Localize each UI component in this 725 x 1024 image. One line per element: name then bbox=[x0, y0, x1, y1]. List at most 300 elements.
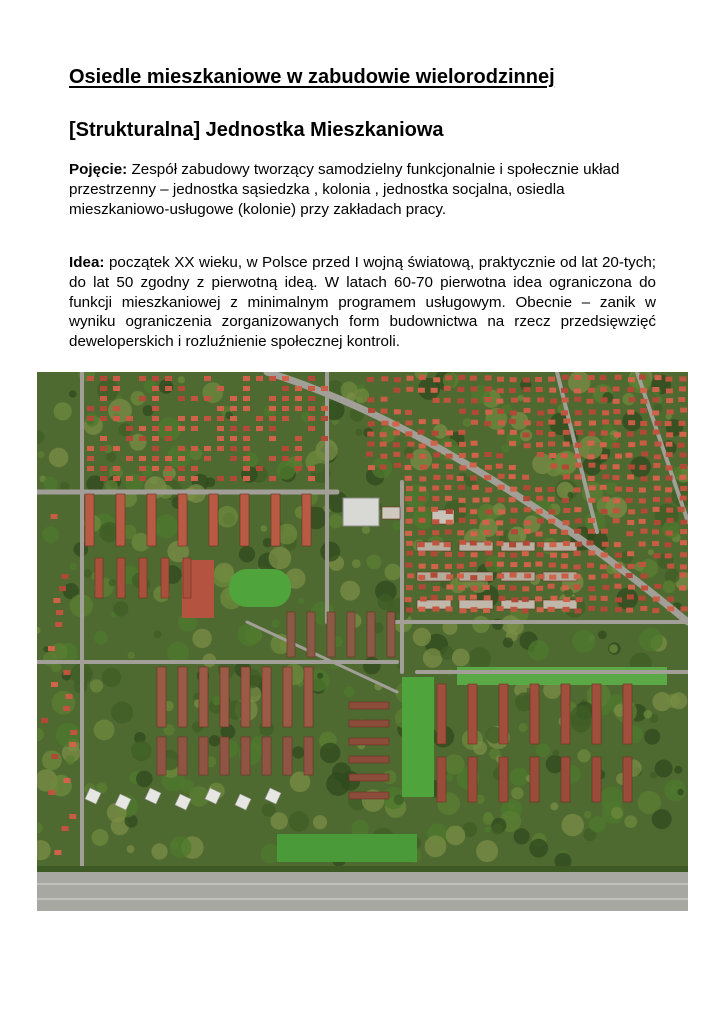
house-roof bbox=[139, 376, 146, 381]
tree-canopy bbox=[503, 637, 513, 647]
house-roof bbox=[613, 464, 620, 469]
house-roof bbox=[431, 564, 438, 569]
house-roof bbox=[446, 585, 453, 590]
house-roof bbox=[113, 406, 120, 411]
apartment-block bbox=[183, 558, 191, 598]
house-roof bbox=[367, 397, 374, 402]
house-roof bbox=[524, 520, 531, 525]
house-roof bbox=[483, 497, 490, 502]
house-roof bbox=[217, 436, 224, 441]
apartment-block bbox=[220, 667, 229, 727]
house-roof bbox=[165, 436, 172, 441]
apartment-block bbox=[271, 494, 280, 546]
house-roof bbox=[472, 485, 479, 490]
house-roof bbox=[230, 446, 237, 451]
house-roof bbox=[509, 474, 516, 479]
house-roof bbox=[614, 573, 621, 578]
house-roof bbox=[588, 606, 595, 611]
house-roof bbox=[535, 562, 542, 567]
house-roof bbox=[588, 454, 595, 459]
house-roof bbox=[654, 520, 661, 525]
house-roof bbox=[522, 608, 529, 613]
house-roof bbox=[678, 507, 685, 512]
house-roof bbox=[51, 514, 58, 519]
house-roof bbox=[613, 387, 620, 392]
house-roof bbox=[524, 420, 531, 425]
tree-canopy bbox=[66, 755, 76, 765]
house-roof bbox=[178, 446, 185, 451]
house-roof bbox=[548, 519, 555, 524]
tree-canopy bbox=[154, 630, 162, 638]
tree-canopy bbox=[178, 376, 185, 383]
house-roof bbox=[678, 397, 685, 402]
house-roof bbox=[457, 564, 464, 569]
house-roof bbox=[666, 508, 673, 513]
house-roof bbox=[628, 564, 635, 569]
house-roof bbox=[523, 541, 530, 546]
house-roof bbox=[243, 426, 250, 431]
house-roof bbox=[575, 518, 582, 523]
tree-canopy bbox=[92, 829, 109, 846]
house-roof bbox=[418, 388, 425, 393]
house-roof bbox=[588, 388, 595, 393]
house-roof bbox=[446, 520, 453, 525]
house-roof bbox=[458, 430, 465, 435]
house-roof bbox=[433, 398, 440, 403]
tree-canopy bbox=[355, 429, 362, 436]
house-roof bbox=[509, 497, 516, 502]
apartment-block bbox=[147, 494, 156, 546]
house-roof bbox=[680, 408, 687, 413]
house-roof bbox=[431, 595, 438, 600]
house-roof bbox=[445, 530, 452, 535]
house-roof bbox=[600, 485, 607, 490]
house-roof bbox=[537, 411, 544, 416]
house-roof bbox=[113, 446, 120, 451]
house-roof bbox=[654, 584, 661, 589]
house-roof bbox=[626, 453, 633, 458]
apartment-block bbox=[262, 737, 271, 775]
house-roof bbox=[432, 541, 439, 546]
house-roof bbox=[614, 432, 621, 437]
house-roof bbox=[165, 476, 172, 481]
house-roof bbox=[680, 520, 687, 525]
house-roof bbox=[523, 496, 530, 501]
house-roof bbox=[321, 406, 328, 411]
house-roof bbox=[613, 399, 620, 404]
house-roof bbox=[510, 607, 517, 612]
house-roof bbox=[641, 574, 648, 579]
house-roof bbox=[459, 442, 466, 447]
tree-canopy bbox=[239, 546, 255, 562]
house-roof bbox=[655, 421, 662, 426]
house-roof bbox=[588, 463, 595, 468]
apartment-block bbox=[367, 612, 375, 657]
house-roof bbox=[418, 607, 425, 612]
house-roof bbox=[485, 465, 492, 470]
tree-canopy bbox=[49, 448, 69, 468]
house-roof bbox=[628, 465, 635, 470]
house-roof bbox=[510, 519, 517, 524]
house-roof bbox=[87, 446, 94, 451]
house-roof bbox=[496, 464, 503, 469]
house-roof bbox=[418, 530, 425, 535]
house-roof bbox=[484, 475, 491, 480]
house-roof bbox=[126, 416, 133, 421]
house-roof bbox=[472, 453, 479, 458]
tree-canopy bbox=[111, 702, 133, 724]
house-roof bbox=[615, 607, 622, 612]
house-roof bbox=[640, 441, 647, 446]
house-roof bbox=[640, 430, 647, 435]
house-roof bbox=[308, 386, 315, 391]
house-roof bbox=[626, 531, 633, 536]
apartment-block bbox=[178, 737, 187, 775]
house-roof bbox=[51, 682, 58, 687]
house-roof bbox=[588, 529, 595, 534]
house-roof bbox=[639, 596, 646, 601]
tree-canopy bbox=[518, 395, 524, 401]
house-roof bbox=[497, 562, 504, 567]
tree-canopy bbox=[510, 768, 529, 787]
apartment-block bbox=[349, 756, 389, 763]
house-roof bbox=[680, 564, 687, 569]
house-roof bbox=[602, 542, 609, 547]
house-roof bbox=[628, 442, 635, 447]
house-roof bbox=[256, 426, 263, 431]
lawn-area bbox=[277, 834, 417, 862]
house-roof bbox=[321, 436, 328, 441]
house-roof bbox=[535, 377, 542, 382]
house-roof bbox=[562, 375, 569, 380]
house-roof bbox=[62, 826, 69, 831]
apartment-block bbox=[139, 558, 147, 598]
house-roof bbox=[418, 430, 425, 435]
concept-label: Pojęcie: bbox=[69, 161, 128, 178]
house-roof bbox=[640, 388, 647, 393]
house-roof bbox=[230, 396, 237, 401]
tree-canopy bbox=[151, 843, 167, 859]
house-roof bbox=[470, 595, 477, 600]
tree-canopy bbox=[109, 579, 116, 586]
tree-canopy bbox=[528, 640, 549, 661]
house-roof bbox=[471, 420, 478, 425]
house-roof bbox=[243, 476, 250, 481]
house-roof bbox=[537, 542, 544, 547]
house-roof bbox=[665, 542, 672, 547]
house-roof bbox=[139, 476, 146, 481]
tree-canopy bbox=[362, 526, 370, 534]
tree-canopy bbox=[90, 679, 103, 692]
tree-canopy bbox=[143, 405, 154, 416]
house-roof bbox=[485, 397, 492, 402]
house-roof bbox=[470, 376, 477, 381]
house-roof bbox=[574, 454, 581, 459]
house-roof bbox=[548, 607, 555, 612]
house-roof bbox=[602, 420, 609, 425]
house-roof bbox=[126, 436, 133, 441]
house-roof bbox=[407, 376, 414, 381]
house-roof bbox=[627, 387, 634, 392]
apartment-block bbox=[347, 612, 355, 657]
house-roof bbox=[282, 376, 289, 381]
house-roof bbox=[549, 575, 556, 580]
house-roof bbox=[87, 456, 94, 461]
tree-canopy bbox=[320, 542, 340, 562]
house-roof bbox=[524, 507, 531, 512]
house-roof bbox=[679, 475, 686, 480]
lawn-area bbox=[457, 667, 667, 685]
house-roof bbox=[484, 530, 491, 535]
house-roof bbox=[380, 454, 387, 459]
house-roof bbox=[679, 573, 686, 578]
house-roof bbox=[523, 378, 530, 383]
house-roof bbox=[484, 595, 491, 600]
house-roof bbox=[485, 562, 492, 567]
house-roof bbox=[562, 398, 569, 403]
house-roof bbox=[295, 436, 302, 441]
house-roof bbox=[601, 509, 608, 514]
lawn-area bbox=[402, 677, 434, 797]
house-roof bbox=[575, 443, 582, 448]
house-roof bbox=[601, 553, 608, 558]
house-roof bbox=[498, 509, 505, 514]
house-roof bbox=[587, 399, 594, 404]
house-roof bbox=[666, 452, 673, 457]
house-roof bbox=[600, 442, 607, 447]
apartment-block bbox=[501, 542, 535, 551]
house-roof bbox=[459, 508, 466, 513]
house-roof bbox=[178, 466, 185, 471]
house-roof bbox=[152, 446, 159, 451]
house-roof bbox=[100, 396, 107, 401]
house-roof bbox=[563, 442, 570, 447]
house-roof bbox=[575, 475, 582, 480]
house-roof bbox=[667, 564, 674, 569]
house-roof bbox=[550, 464, 557, 469]
house-roof bbox=[524, 443, 531, 448]
house-roof bbox=[536, 532, 543, 537]
house-roof bbox=[269, 476, 276, 481]
tree-canopy bbox=[367, 555, 382, 570]
house-roof bbox=[433, 452, 440, 457]
apartment-block bbox=[623, 757, 632, 802]
house-roof bbox=[406, 453, 413, 458]
house-roof bbox=[679, 586, 686, 591]
house-roof bbox=[561, 410, 568, 415]
house-roof bbox=[87, 416, 94, 421]
house-roof bbox=[613, 409, 620, 414]
tree-canopy bbox=[584, 811, 592, 819]
house-roof bbox=[295, 406, 302, 411]
house-roof bbox=[601, 397, 608, 402]
house-roof bbox=[446, 464, 453, 469]
tree-canopy bbox=[128, 652, 135, 659]
house-roof bbox=[139, 426, 146, 431]
house-roof bbox=[419, 454, 426, 459]
house-roof bbox=[498, 498, 505, 503]
house-roof bbox=[665, 421, 672, 426]
house-roof bbox=[524, 573, 531, 578]
tree-canopy bbox=[452, 649, 470, 667]
house-roof bbox=[627, 551, 634, 556]
house-roof bbox=[485, 509, 492, 514]
house-roof bbox=[613, 508, 620, 513]
tree-canopy bbox=[42, 750, 62, 770]
house-roof bbox=[498, 474, 505, 479]
house-roof bbox=[522, 475, 529, 480]
tree-canopy bbox=[501, 444, 509, 452]
house-roof bbox=[139, 396, 146, 401]
house-roof bbox=[601, 431, 608, 436]
tree-canopy bbox=[106, 452, 116, 462]
idea-paragraph bbox=[69, 253, 656, 352]
house-roof bbox=[589, 410, 596, 415]
house-roof bbox=[536, 442, 543, 447]
house-roof bbox=[665, 465, 672, 470]
house-roof bbox=[459, 595, 466, 600]
house-roof bbox=[70, 730, 77, 735]
house-roof bbox=[563, 419, 570, 424]
house-roof bbox=[405, 476, 412, 481]
house-roof bbox=[152, 386, 159, 391]
house-roof bbox=[282, 416, 289, 421]
house-roof bbox=[445, 564, 452, 569]
house-roof bbox=[629, 397, 636, 402]
apartment-block bbox=[349, 738, 389, 745]
house-roof bbox=[639, 465, 646, 470]
house-roof bbox=[497, 430, 504, 435]
apartment-block bbox=[349, 774, 389, 781]
house-roof bbox=[524, 408, 531, 413]
tree-canopy bbox=[519, 723, 528, 732]
house-roof bbox=[600, 375, 607, 380]
apartment-block bbox=[240, 494, 249, 546]
house-roof bbox=[485, 487, 492, 492]
house-roof bbox=[269, 376, 276, 381]
house-roof bbox=[537, 397, 544, 402]
house-roof bbox=[601, 529, 608, 534]
house-roof bbox=[100, 466, 107, 471]
house-roof bbox=[654, 486, 661, 491]
house-roof bbox=[419, 444, 426, 449]
house-roof bbox=[431, 573, 438, 578]
house-roof bbox=[655, 442, 662, 447]
house-roof bbox=[548, 441, 555, 446]
house-roof bbox=[588, 431, 595, 436]
house-roof bbox=[243, 436, 250, 441]
house-roof bbox=[509, 419, 516, 424]
apartment-block bbox=[287, 612, 295, 657]
tree-canopy bbox=[562, 814, 584, 836]
house-roof bbox=[217, 386, 224, 391]
house-roof bbox=[366, 452, 373, 457]
house-roof bbox=[615, 597, 622, 602]
apartment-block bbox=[561, 684, 570, 744]
apartment-block bbox=[387, 612, 395, 657]
tree-canopy bbox=[102, 668, 121, 687]
house-roof bbox=[484, 541, 491, 546]
house-roof bbox=[308, 426, 315, 431]
apartment-block bbox=[468, 684, 477, 744]
apartment-block bbox=[304, 667, 313, 727]
house-roof bbox=[549, 388, 556, 393]
house-roof bbox=[600, 564, 607, 569]
house-roof bbox=[511, 508, 518, 513]
house-roof bbox=[510, 410, 517, 415]
house-roof bbox=[380, 432, 387, 437]
tree-canopy bbox=[43, 652, 57, 666]
apartment-block bbox=[543, 542, 577, 551]
house-roof bbox=[368, 408, 375, 413]
house-roof bbox=[538, 574, 545, 579]
house-roof bbox=[113, 476, 120, 481]
house-roof bbox=[614, 542, 621, 547]
house-roof bbox=[497, 388, 504, 393]
house-roof bbox=[665, 553, 672, 558]
house-roof bbox=[152, 396, 159, 401]
house-roof bbox=[681, 606, 688, 611]
house-roof bbox=[654, 454, 661, 459]
house-roof bbox=[639, 562, 646, 567]
house-roof bbox=[602, 474, 609, 479]
house-roof bbox=[368, 465, 375, 470]
house-roof bbox=[230, 456, 237, 461]
house-roof bbox=[613, 443, 620, 448]
house-roof bbox=[537, 452, 544, 457]
house-roof bbox=[406, 519, 413, 524]
apartment-block bbox=[302, 494, 311, 546]
house-roof bbox=[418, 507, 425, 512]
apartment-block bbox=[592, 684, 601, 744]
house-roof bbox=[204, 456, 211, 461]
house-roof bbox=[523, 397, 530, 402]
house-roof bbox=[485, 387, 492, 392]
house-roof bbox=[321, 386, 328, 391]
house-roof bbox=[217, 416, 224, 421]
house-roof bbox=[204, 416, 211, 421]
house-roof bbox=[563, 430, 570, 435]
house-roof bbox=[405, 531, 412, 536]
house-roof bbox=[550, 553, 557, 558]
house-roof bbox=[152, 466, 159, 471]
tree-canopy bbox=[536, 743, 550, 757]
house-roof bbox=[627, 520, 634, 525]
house-roof bbox=[394, 463, 401, 468]
tree-canopy bbox=[94, 631, 107, 644]
house-roof bbox=[457, 573, 464, 578]
apartment-block bbox=[327, 612, 335, 657]
tree-canopy bbox=[269, 547, 292, 570]
house-roof bbox=[191, 416, 198, 421]
house-roof bbox=[69, 814, 76, 819]
house-roof bbox=[100, 386, 107, 391]
house-roof bbox=[641, 452, 648, 457]
house-roof bbox=[614, 420, 621, 425]
apartment-block bbox=[437, 757, 446, 802]
house-roof bbox=[588, 375, 595, 380]
house-roof bbox=[601, 574, 608, 579]
house-roof bbox=[420, 597, 427, 602]
house-roof bbox=[561, 530, 568, 535]
tree-canopy bbox=[262, 803, 276, 817]
house-roof bbox=[641, 529, 648, 534]
house-roof bbox=[367, 377, 374, 382]
house-roof bbox=[418, 542, 425, 547]
house-roof bbox=[87, 406, 94, 411]
house-roof bbox=[602, 497, 609, 502]
house-roof bbox=[243, 406, 250, 411]
